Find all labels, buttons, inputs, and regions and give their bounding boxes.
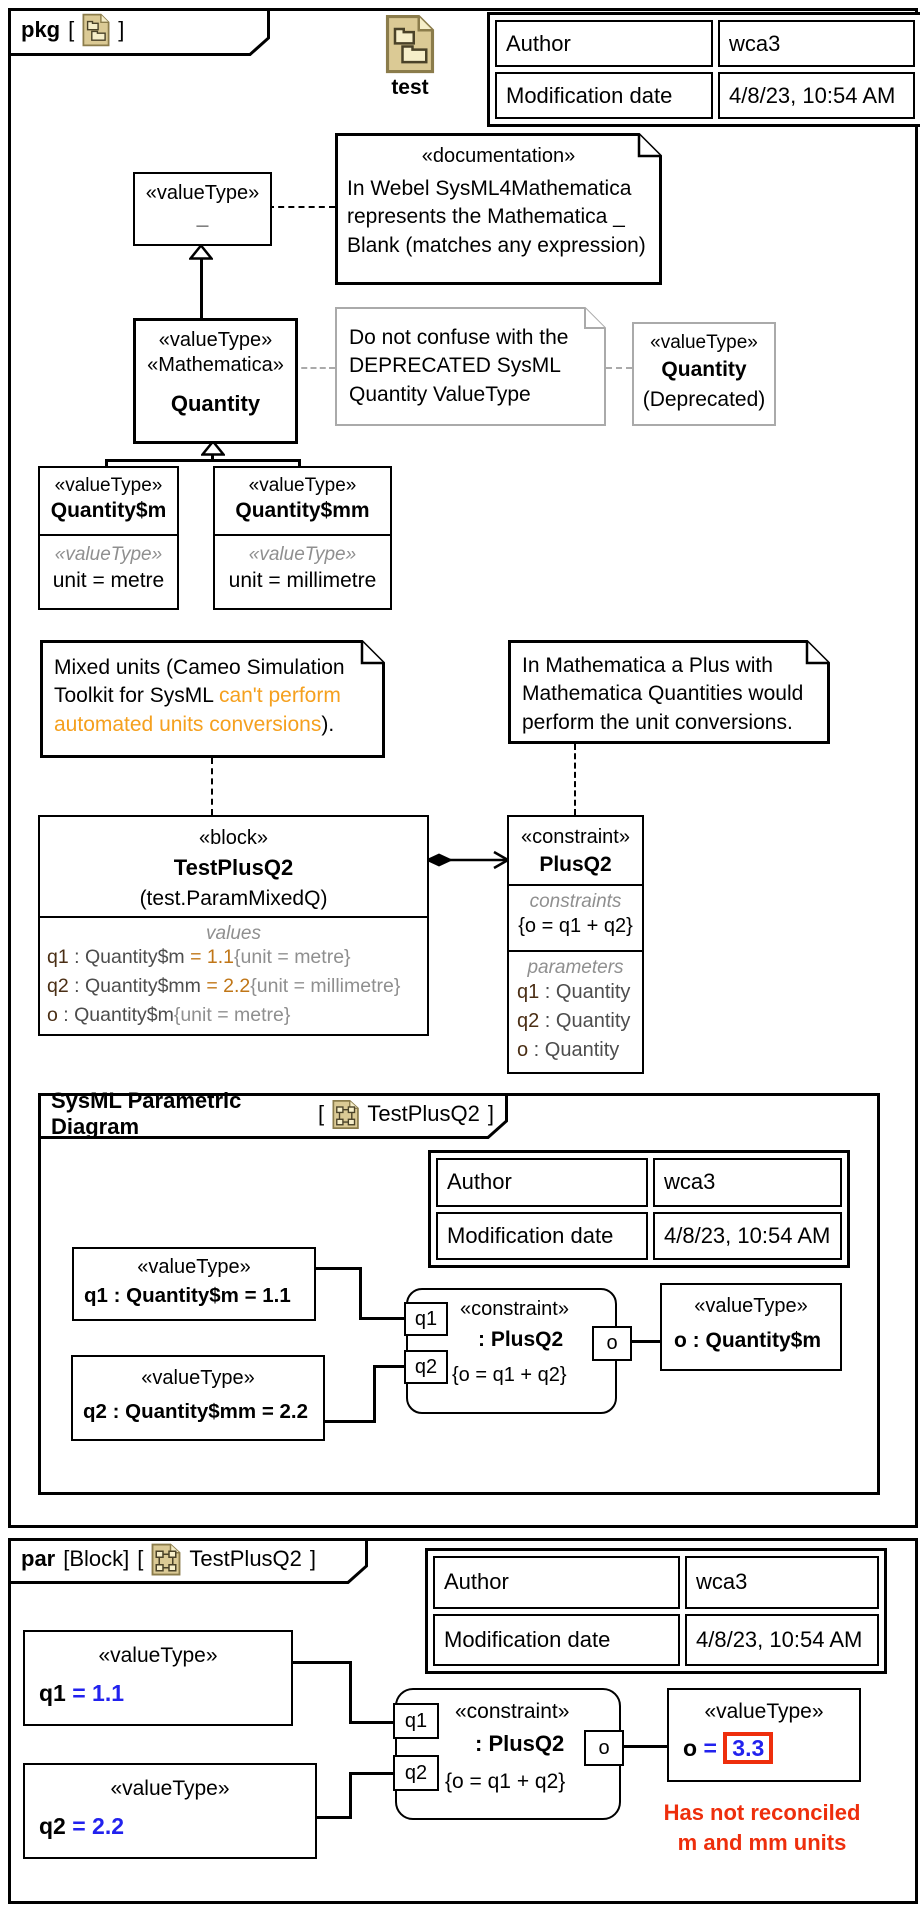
value-with-result: o = 3.3 <box>683 1732 773 1764</box>
stereotype: «valueType» <box>704 1700 824 1723</box>
anchor-line <box>211 758 213 815</box>
binding-connector <box>321 1420 376 1423</box>
table-row <box>433 1614 879 1667</box>
element-name: Quantity$m <box>50 499 167 522</box>
value-property: q1 : Quantity$m = 1.1{unit = metre} <box>47 946 351 968</box>
author-value-cell: wca3 <box>685 1556 879 1609</box>
pkg-bracket-open: [ <box>68 17 75 42</box>
constraints-compartment-label: constraints <box>529 891 622 912</box>
binding-connector <box>349 1721 393 1724</box>
value-property: o : Quantity$m{unit = metre} <box>47 1004 291 1026</box>
parameter-port-q1: q1 <box>404 1302 448 1336</box>
moddate-label-cell: Modification date <box>433 1614 680 1667</box>
element-name: Quantity <box>661 358 747 381</box>
deprecated-quantity-box <box>632 322 776 426</box>
stereotype: «constraint» <box>460 1298 569 1320</box>
pkg-bracket-close: ] <box>118 17 125 42</box>
generalization-line <box>105 459 301 462</box>
constraint-property-name: : PlusQ2 <box>478 1328 564 1351</box>
units-warning-text: Has not reconciled m and mm units <box>663 1800 861 1855</box>
author-value-cell: wca3 <box>653 1158 842 1207</box>
compartment-divider <box>40 534 177 536</box>
binding-connector <box>349 1772 352 1819</box>
qualified-name: (test.ParamMixedQ) <box>139 887 328 910</box>
note-segment-highlight: can't perform automated units conversions <box>54 684 341 736</box>
pkg-frame-tab <box>8 8 270 56</box>
package-icon <box>82 13 110 47</box>
moddate-label-cell: Modification date <box>495 72 713 119</box>
stereotype: «valueType» <box>110 1777 230 1800</box>
pkg-keyword: pkg <box>21 17 61 42</box>
quantity-m-box <box>38 466 179 610</box>
value-with-result: q1 = 1.1 <box>39 1680 125 1706</box>
compartment-divider <box>215 534 390 536</box>
par-o-box <box>667 1688 861 1782</box>
quantity-mm-box <box>213 466 392 610</box>
binding-connector <box>373 1365 376 1423</box>
constraint-expression: {o = q1 + q2} <box>452 1364 567 1386</box>
unit-value: unit = millimetre <box>228 569 377 592</box>
author-value-cell: wca3 <box>718 20 915 67</box>
stereotype: «constraint» <box>455 1700 570 1723</box>
table-row <box>433 1556 879 1609</box>
table-row <box>495 20 915 67</box>
par-keyword: par <box>21 1546 56 1571</box>
stereotype: «valueType» <box>137 1256 251 1278</box>
binding-connector <box>373 1365 404 1368</box>
moddate-value-cell: 4/8/23, 10:54 AM <box>685 1614 879 1667</box>
anchor-line <box>606 367 632 369</box>
stereotype: «constraint» <box>521 826 630 848</box>
frame-kind: [Block] <box>63 1546 130 1571</box>
bracket-close: ] <box>487 1101 494 1126</box>
testplusq2-block <box>38 815 429 1036</box>
binding-connector <box>313 1816 352 1819</box>
note-segment: Mixed units (Cameo Simulation Toolkit for SysML <box>54 656 345 708</box>
parameter: q2 : Quantity <box>517 1010 631 1032</box>
note-body <box>54 654 371 739</box>
binding-connector <box>349 1661 352 1724</box>
binding-connector <box>359 1317 404 1320</box>
parameter-port-q1: q1 <box>393 1703 439 1739</box>
composition-connector <box>424 848 510 872</box>
diagram-info-table <box>487 12 920 127</box>
moddate-value-cell: 4/8/23, 10:54 AM <box>653 1212 842 1261</box>
documentation-note <box>335 133 662 285</box>
param-q1-box <box>72 1247 316 1321</box>
compartment-divider <box>40 916 427 918</box>
parameter-port-o: o <box>592 1326 632 1361</box>
binding-connector <box>628 1340 660 1343</box>
compartment-divider <box>509 884 642 886</box>
compartment-divider <box>509 950 642 952</box>
test-package <box>384 14 436 100</box>
value-with-result: q2 = 2.2 <box>39 1813 125 1839</box>
binding-connector <box>289 1661 352 1664</box>
stereotype: «valueType» <box>141 1367 255 1389</box>
parameter-port-q2: q2 <box>393 1755 439 1791</box>
stereotype: «valueType» <box>54 475 163 496</box>
anchor-line <box>574 744 576 815</box>
unit-value: unit = metre <box>52 569 165 592</box>
mathematica-plus-note <box>508 640 830 744</box>
constraint-expression: {o = q1 + q2} <box>445 1770 566 1793</box>
table-row <box>495 72 915 119</box>
composition-diamond <box>425 854 453 867</box>
element-name: Quantity <box>170 391 261 416</box>
package-name: test <box>391 76 429 99</box>
param-q2-box <box>71 1355 325 1441</box>
stereotype: «valueType» <box>694 1295 808 1317</box>
stereotype: «valueType» <box>145 182 260 204</box>
parameters-compartment-label: parameters <box>527 957 624 978</box>
param-o-box <box>660 1283 842 1371</box>
mixed-units-note <box>40 640 385 758</box>
parameter-port-o: o <box>584 1730 624 1766</box>
element-name: _ <box>196 206 209 229</box>
note-body: Do not confuse with the DEPRECATED SysML Quantity ValueType <box>349 326 569 406</box>
quantity-valuetype-box <box>133 318 298 444</box>
value-property-name: q1 : Quantity$m = 1.1 <box>84 1284 291 1307</box>
deprecated-warning-note <box>335 307 606 426</box>
note-body: In Webel SysML4Mathematica represents the Mathematica _ Blank (matches any expression) <box>347 177 646 257</box>
note-segment: ). <box>321 712 335 736</box>
stereotype: «documentation» <box>421 145 576 167</box>
moddate-value-cell: 4/8/23, 10:54 AM <box>718 72 915 119</box>
parametric-diagram-icon <box>151 1543 181 1576</box>
stereotype: «block» <box>199 827 268 849</box>
binding-connector <box>349 1772 393 1775</box>
stereotype: «valueType» <box>98 1644 218 1667</box>
author-label-cell: Author <box>495 20 713 67</box>
values-compartment-label: values <box>206 923 261 944</box>
parametric-frame-tab <box>38 1088 508 1139</box>
package-icon <box>384 14 436 74</box>
parameter: q1 : Quantity <box>517 981 631 1003</box>
generalization-arrowhead <box>189 244 213 260</box>
constraint-property-name: : PlusQ2 <box>475 1731 565 1756</box>
equals-sign: = <box>703 1735 724 1761</box>
binding-connector <box>620 1745 667 1748</box>
bracket-open: [ <box>137 1546 144 1571</box>
unreconciled-result-value: 3.3 <box>723 1732 773 1764</box>
compartment-stereotype: «valueType» <box>248 544 357 565</box>
par-q1-box <box>23 1630 293 1726</box>
anchor-line <box>268 206 335 208</box>
runtime-value: = 1.1 <box>72 1680 125 1706</box>
frame-subject-name: TestPlusQ2 <box>189 1546 302 1571</box>
author-label-cell: Author <box>436 1158 648 1207</box>
diagram-info-table <box>425 1548 887 1674</box>
bracket-open: [ <box>317 1101 325 1126</box>
value-property-name: q2 : Quantity$mm = 2.2 <box>83 1400 308 1423</box>
stereotype: «valueType» <box>158 329 273 351</box>
plusq2-constraint-block <box>507 815 644 1074</box>
value-property-name: o : Quantity$m <box>674 1329 822 1352</box>
constraint-expression: {o = q1 + q2} <box>518 915 633 937</box>
par-frame-tab <box>8 1538 368 1584</box>
binding-connector <box>312 1267 362 1270</box>
stereotype: «Mathematica» <box>147 354 284 376</box>
block-name: TestPlusQ2 <box>173 855 294 880</box>
note-body: In Mathematica a Plus with Mathematica Quantities would perform the unit conversions. <box>522 654 804 734</box>
constraint-name: PlusQ2 <box>539 853 612 876</box>
diagram-info-table <box>428 1150 850 1268</box>
blank-valuetype-box <box>133 172 272 246</box>
table-row <box>436 1212 842 1261</box>
par-q2-box <box>23 1763 317 1859</box>
table-row <box>436 1158 842 1207</box>
parameter: o : Quantity <box>517 1039 620 1061</box>
compartment-stereotype: «valueType» <box>54 544 163 565</box>
anchor-line <box>292 367 335 369</box>
diagram-title: SysML Parametric Diagram <box>51 1088 242 1139</box>
stereotype: «valueType» <box>650 332 758 353</box>
value-property: q2 : Quantity$mm = 2.2{unit = millimetre} <box>47 975 401 997</box>
generalization-line <box>200 259 203 318</box>
parametric-diagram-icon <box>332 1098 359 1131</box>
element-name: Quantity$mm <box>235 499 370 522</box>
bracket-close: ] <box>309 1546 317 1571</box>
moddate-label-cell: Modification date <box>436 1212 648 1261</box>
deprecated-label: (Deprecated) <box>642 388 766 411</box>
parameter-port-q2: q2 <box>404 1350 448 1384</box>
runtime-value: = 2.2 <box>72 1813 125 1839</box>
frame-subject-name: TestPlusQ2 <box>367 1101 480 1126</box>
author-label-cell: Author <box>433 1556 680 1609</box>
binding-connector <box>359 1267 362 1320</box>
stereotype: «valueType» <box>248 475 357 496</box>
